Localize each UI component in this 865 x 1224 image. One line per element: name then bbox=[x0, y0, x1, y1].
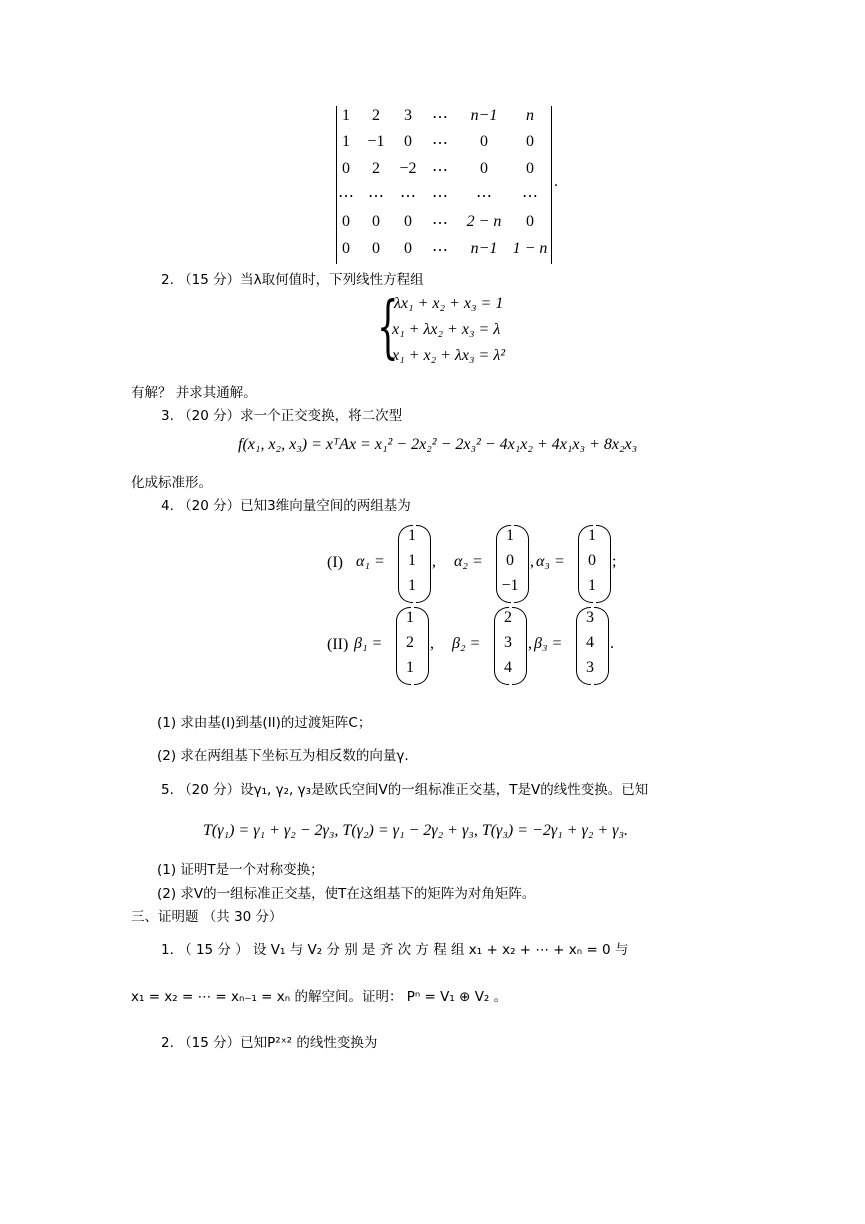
determinant-cell: ⋯ bbox=[368, 188, 384, 205]
vector-entry: 3 bbox=[504, 634, 512, 651]
q5-formula: T(γ₁) = γ₁ + γ₂ − 2γ₃, T(γ₂) = γ₁ − 2γ₂ + γ₃, T(γ₃) = −2γ₁ + γ₂ + γ₃. bbox=[203, 822, 629, 839]
determinant-cell: 0 bbox=[404, 240, 412, 257]
determinant-cell: 2 − n bbox=[466, 213, 502, 230]
q4-part2: (2) 求在两组基下坐标互为相反数的向量γ. bbox=[157, 748, 409, 764]
basis-vector-name: β₂ = bbox=[452, 635, 481, 652]
basis1-label: (I) bbox=[327, 554, 343, 571]
determinant-cell: 0 bbox=[480, 160, 488, 177]
determinant-cell: 1 − n bbox=[512, 240, 548, 257]
determinant-cell: ⋯ bbox=[476, 188, 492, 205]
right-paren bbox=[414, 607, 429, 685]
vector-entry: 3 bbox=[586, 609, 594, 626]
section3-problem1-line1: 1. （ 15 分 ） 设 V₁ 与 V₂ 分 别 是 齐 次 方 程 组 x₁ + x₂ + ⋯ + xₙ = 0 与 bbox=[161, 942, 629, 958]
determinant-cell: ⋯ bbox=[432, 135, 448, 152]
q5-part2: (2) 求V的一组标准正交基，使T在这组基下的矩阵为对角矩阵。 bbox=[157, 886, 536, 902]
determinant-cell: n bbox=[526, 107, 534, 124]
q2-outro: 有解？ 并求其通解。 bbox=[131, 385, 257, 401]
q2-intro: 2. （15 分）当λ取何值时，下列线性方程组 bbox=[161, 272, 424, 288]
determinant-cell: 0 bbox=[372, 213, 380, 230]
q2-brace: { bbox=[377, 288, 399, 367]
section3-problem2: 2. （15 分）已知P²ˣ² 的线性变换为 bbox=[161, 1035, 378, 1051]
determinant-cell: 1 bbox=[342, 133, 350, 150]
vector-separator: , bbox=[432, 553, 436, 570]
right-paren bbox=[514, 525, 529, 603]
determinant-cell: 3 bbox=[404, 107, 412, 124]
determinant-cell: 2 bbox=[372, 107, 380, 124]
vector-entry: 1 bbox=[588, 577, 596, 594]
determinant-cell: ⋯ bbox=[432, 215, 448, 232]
basis-vector-name: α₁ = bbox=[356, 553, 385, 570]
basis-vector-name: β₁ = bbox=[354, 635, 383, 652]
determinant-cell: ⋯ bbox=[432, 242, 448, 259]
basis-vector-name: α₂ = bbox=[454, 553, 483, 570]
determinant-cell: 0 bbox=[342, 160, 350, 177]
determinant-cell: 0 bbox=[404, 213, 412, 230]
q5-part1: (1) 证明T是一个对称变换； bbox=[157, 862, 324, 878]
q2-equation-1: λx₁ + x₂ + x₃ = 1 bbox=[394, 295, 504, 312]
determinant-cell: ⋯ bbox=[432, 162, 448, 179]
vector-entry: 1 bbox=[588, 527, 596, 544]
vector-separator: , bbox=[528, 635, 532, 652]
q4-intro: 4. （20 分）已知3维向量空间的两组基为 bbox=[161, 498, 411, 514]
determinant-cell: 0 bbox=[404, 133, 412, 150]
determinant-cell: 0 bbox=[342, 240, 350, 257]
vector-separator: ; bbox=[612, 553, 617, 570]
determinant-cell: 0 bbox=[526, 133, 534, 150]
determinant-cell: 0 bbox=[526, 213, 534, 230]
q2-equation-2: x₁ + λx₂ + x₃ = λ bbox=[392, 321, 501, 338]
basis2-label: (II) bbox=[327, 636, 349, 653]
determinant-cell: ⋯ bbox=[432, 188, 448, 205]
vector-entry: 1 bbox=[408, 577, 416, 594]
q5-intro: 5. （20 分）设γ₁, γ₂, γ₃是欧氏空间V的一组标准正交基，T是V的线性变换。已知 bbox=[161, 782, 649, 798]
q2-equation-3: x₁ + x₂ + λx₃ = λ² bbox=[392, 347, 506, 364]
vector-entry: 1 bbox=[408, 552, 416, 569]
determinant-cell: ⋯ bbox=[522, 188, 538, 205]
determinant-cell: 0 bbox=[372, 240, 380, 257]
determinant-period: . bbox=[554, 173, 558, 190]
determinant-cell: n−1 bbox=[470, 240, 498, 257]
vector-entry: 1 bbox=[406, 659, 414, 676]
vector-entry: 3 bbox=[586, 659, 594, 676]
vector-separator: , bbox=[530, 553, 534, 570]
vector-entry: 1 bbox=[406, 609, 414, 626]
determinant-cell: ⋯ bbox=[432, 109, 448, 126]
determinant-right-bar bbox=[551, 106, 552, 264]
determinant-cell: −2 bbox=[399, 160, 417, 177]
determinant-cell: 0 bbox=[342, 213, 350, 230]
q3-intro: 3. （20 分）求一个正交变换，将二次型 bbox=[161, 408, 403, 424]
determinant-cell: 1 bbox=[342, 107, 350, 124]
determinant-cell: 0 bbox=[526, 160, 534, 177]
right-paren bbox=[416, 525, 431, 603]
vector-entry: 2 bbox=[504, 609, 512, 626]
vector-entry: 2 bbox=[406, 634, 414, 651]
basis-vector-name: α₃ = bbox=[536, 553, 565, 570]
section3-title: 三、证明题 （共 30 分） bbox=[131, 909, 283, 925]
section3-problem1-line2: x₁ = x₂ = ⋯ = xₙ₋₁ = xₙ 的解空间。证明： Pⁿ = V₁ ⊕ V₂ 。 bbox=[131, 989, 508, 1005]
determinant-cell: −1 bbox=[367, 133, 385, 150]
right-paren bbox=[596, 525, 611, 603]
basis-vector-name: β₃ = bbox=[534, 635, 563, 652]
vector-entry: 0 bbox=[588, 552, 596, 569]
vector-separator: . bbox=[610, 635, 614, 652]
determinant-cell: n−1 bbox=[470, 107, 498, 124]
right-paren bbox=[594, 607, 609, 685]
q3-outro: 化成标准形。 bbox=[131, 475, 212, 491]
vector-entry: 1 bbox=[408, 527, 416, 544]
vector-entry: 0 bbox=[506, 552, 514, 569]
vector-entry: 4 bbox=[586, 634, 594, 651]
vector-entry: 4 bbox=[504, 659, 512, 676]
right-paren bbox=[512, 607, 527, 685]
vector-entry: 1 bbox=[506, 527, 514, 544]
determinant-cell: ⋯ bbox=[400, 188, 416, 205]
determinant-cell: 2 bbox=[372, 160, 380, 177]
determinant-cell: ⋯ bbox=[338, 188, 354, 205]
q4-part1: (1) 求由基(I)到基(II)的过渡矩阵C； bbox=[157, 715, 372, 731]
vector-separator: , bbox=[430, 635, 434, 652]
determinant-cell: 0 bbox=[480, 133, 488, 150]
vector-entry: −1 bbox=[501, 577, 519, 594]
q3-formula: f(x₁, x₂, x₃) = xᵀAx = x₁² − 2x₂² − 2x₃² − 4x₁x₂ + 4x₁x₃ + 8x₂x₃ bbox=[238, 436, 638, 453]
